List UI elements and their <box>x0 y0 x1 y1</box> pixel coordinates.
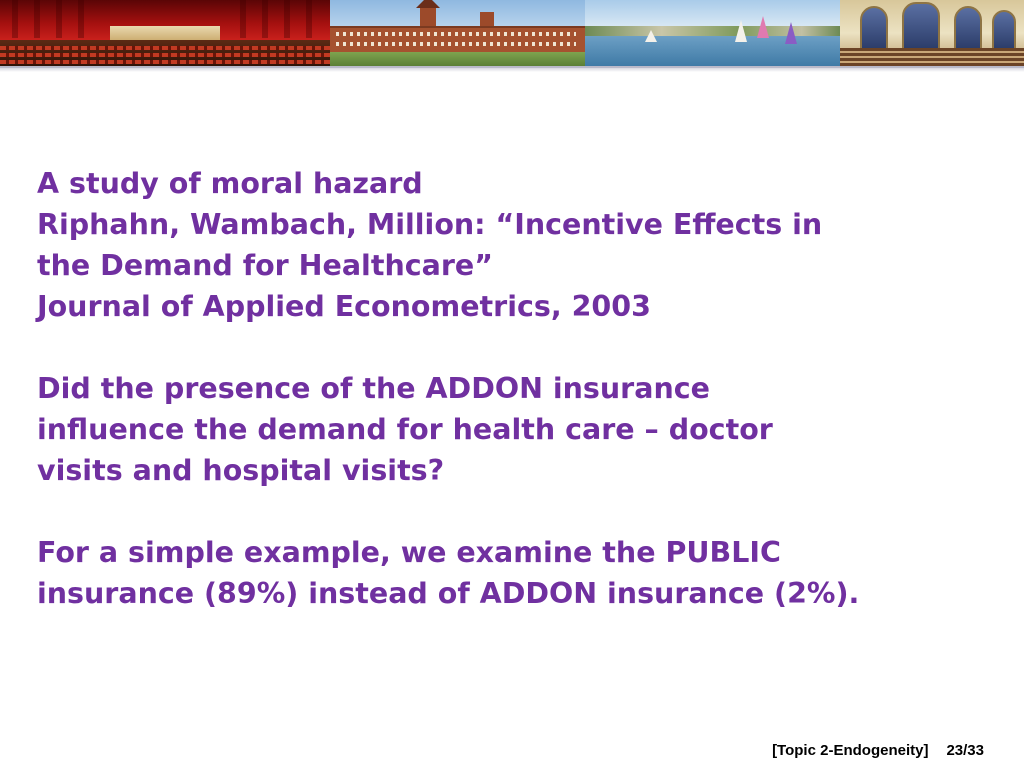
study-citation <box>37 163 997 327</box>
question-line: visits and hospital visits? <box>37 454 445 487</box>
lake-sailboats-photo <box>585 0 840 66</box>
example-line: For a simple example, we examine the PUBLIC <box>37 536 781 569</box>
example-note <box>37 532 997 614</box>
auditorium-photo <box>0 0 330 66</box>
research-question <box>37 368 997 491</box>
header-banner <box>0 0 1024 68</box>
church-interior-photo <box>840 0 1024 66</box>
citation-line: the Demand for Healthcare” <box>37 249 493 282</box>
journal-line: Journal of Applied Econometrics, 2003 <box>37 290 651 323</box>
topic-label: [Topic 2-Endogeneity] <box>772 742 929 759</box>
slide-body <box>37 163 997 614</box>
banner-divider <box>0 68 1024 72</box>
question-line: influence the demand for health care – doctor <box>37 413 773 446</box>
college-building-photo <box>330 0 585 66</box>
heading-line: A study of moral hazard <box>37 167 423 200</box>
slide-footer <box>772 742 984 759</box>
question-line: Did the presence of the ADDON insurance <box>37 372 710 405</box>
citation-line: Riphahn, Wambach, Million: “Incentive Effects in <box>37 208 823 241</box>
example-line: insurance (89%) instead of ADDON insurance (2%). <box>37 577 860 610</box>
page-number: 23/33 <box>946 742 984 759</box>
